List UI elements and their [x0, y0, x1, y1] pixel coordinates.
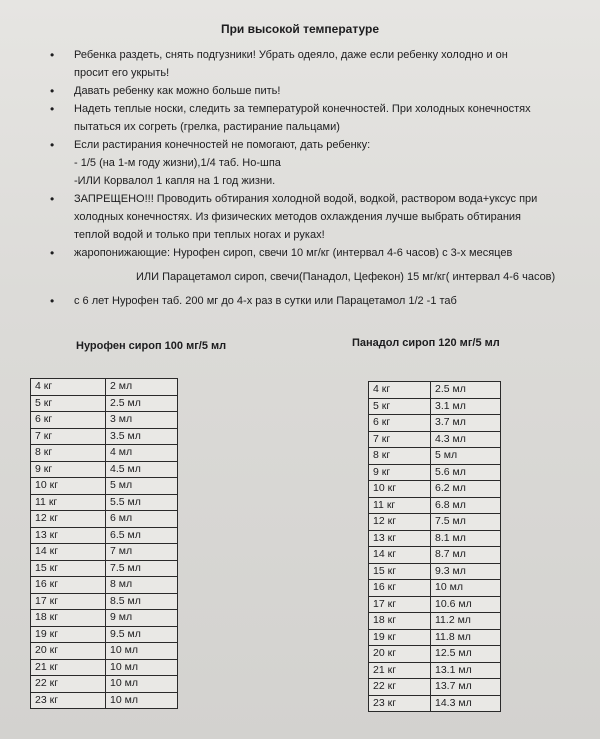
weight-cell: 18 кг [369, 613, 431, 630]
table-row [31, 379, 178, 396]
dose-cell: 3.7 мл [431, 415, 501, 432]
list-item: • Если растирания конечностей не помогают, дать ребенку: [50, 138, 371, 152]
bullet-icon: • [50, 138, 55, 152]
table-row [31, 676, 178, 693]
table-row [369, 464, 501, 481]
weight-cell: 15 кг [369, 563, 431, 580]
table-row [31, 527, 178, 544]
weight-cell: 8 кг [31, 445, 106, 462]
weight-cell: 21 кг [369, 662, 431, 679]
table-row [369, 497, 501, 514]
weight-cell: 8 кг [369, 448, 431, 465]
dose-cell: 5.6 мл [431, 464, 501, 481]
table-row [369, 596, 501, 613]
panadol-dosage-table [368, 381, 501, 712]
table-row [369, 415, 501, 432]
bullet-icon: • [50, 246, 55, 260]
bullet-icon: • [50, 48, 55, 62]
table-row [369, 646, 501, 663]
table-row [31, 494, 178, 511]
table-row [369, 580, 501, 597]
table-row [369, 695, 501, 712]
weight-cell: 23 кг [31, 692, 106, 709]
weight-cell: 12 кг [31, 511, 106, 528]
weight-cell: 6 кг [369, 415, 431, 432]
bullet-icon: • [50, 192, 55, 206]
dose-cell: 8.1 мл [431, 530, 501, 547]
list-item-continuation: пытаться их согреть (грелка, растирание пальцами) [74, 121, 340, 133]
table-row [31, 560, 178, 577]
weight-cell: 22 кг [369, 679, 431, 696]
table-row [369, 613, 501, 630]
dose-cell: 5 мл [106, 478, 178, 495]
weight-cell: 16 кг [369, 580, 431, 597]
table-row [31, 659, 178, 676]
dose-cell: 11.2 мл [431, 613, 501, 630]
weight-cell: 14 кг [31, 544, 106, 561]
weight-cell: 14 кг [369, 547, 431, 564]
table-row [369, 629, 501, 646]
table-row [31, 461, 178, 478]
dose-cell: 9.5 мл [106, 626, 178, 643]
weight-cell: 4 кг [31, 379, 106, 396]
weight-cell: 9 кг [31, 461, 106, 478]
weight-cell: 11 кг [31, 494, 106, 511]
list-item-continuation: просит его укрыть! [74, 67, 170, 79]
list-item-continuation: холодных конечностях. Из физических методов охлаждения лучше выбрать обтирания [74, 211, 522, 223]
dose-cell: 3 мл [106, 412, 178, 429]
dose-cell: 4.3 мл [431, 431, 501, 448]
weight-cell: 4 кг [369, 382, 431, 399]
nurofen-heading: Нурофен сироп 100 мг/5 мл [76, 340, 227, 352]
list-item: • ЗАПРЕЩЕНО!!! Проводить обтирания холодной водой, водкой, раствором вода+уксус при [50, 192, 538, 206]
table-row [31, 395, 178, 412]
weight-cell: 12 кг [369, 514, 431, 531]
dose-cell: 11.8 мл [431, 629, 501, 646]
weight-cell: 7 кг [369, 431, 431, 448]
nurofen-dosage-table [30, 378, 178, 709]
dose-cell: 3.1 мл [431, 398, 501, 415]
bullet-list [50, 46, 600, 310]
weight-cell: 23 кг [369, 695, 431, 712]
weight-cell: 17 кг [31, 593, 106, 610]
table-row [369, 679, 501, 696]
dose-cell: 5.5 мл [106, 494, 178, 511]
weight-cell: 18 кг [31, 610, 106, 627]
table-row [369, 662, 501, 679]
weight-cell: 16 кг [31, 577, 106, 594]
dose-cell: 5 мл [431, 448, 501, 465]
list-item: • жаропонижающие: Нурофен сироп, свечи 10 мг/кг (интервал 4-6 часов) с 3-х месяцев [50, 246, 513, 260]
weight-cell: 10 кг [31, 478, 106, 495]
dose-cell: 10.6 мл [431, 596, 501, 613]
table-row [369, 514, 501, 531]
weight-cell: 5 кг [31, 395, 106, 412]
table-row [31, 593, 178, 610]
weight-cell: 20 кг [31, 643, 106, 660]
table-row [369, 530, 501, 547]
dose-cell: 3.5 мл [106, 428, 178, 445]
page-title: При высокой температуре [220, 22, 380, 36]
table-row [31, 428, 178, 445]
weight-cell: 13 кг [369, 530, 431, 547]
table-row [369, 448, 501, 465]
weight-cell: 7 кг [31, 428, 106, 445]
dose-cell: 8.5 мл [106, 593, 178, 610]
list-item: • с 6 лет Нурофен таб. 200 мг до 4-х раз в сутки или Парацетамол 1/2 -1 таб [50, 294, 457, 308]
table-row [31, 610, 178, 627]
dose-cell: 9 мл [106, 610, 178, 627]
dose-cell: 2.5 мл [106, 395, 178, 412]
weight-cell: 21 кг [31, 659, 106, 676]
weight-cell: 5 кг [369, 398, 431, 415]
dose-cell: 6.2 мл [431, 481, 501, 498]
dose-cell: 6.8 мл [431, 497, 501, 514]
table-row [369, 431, 501, 448]
weight-cell: 20 кг [369, 646, 431, 663]
table-row [31, 643, 178, 660]
dose-cell: 7.5 мл [106, 560, 178, 577]
panadol-heading: Панадол сироп 120 мг/5 мл [352, 337, 500, 349]
dose-cell: 2.5 мл [431, 382, 501, 399]
list-item-continuation: ИЛИ Парацетамол сироп, свечи(Панадол, Цефекон) 15 мг/кг( интервал 4-6 часов) [136, 271, 556, 283]
dose-cell: 6 мл [106, 511, 178, 528]
dose-cell: 13.1 мл [431, 662, 501, 679]
list-item-continuation: теплой водой и только при теплых ногах и руках! [74, 229, 325, 241]
dose-cell: 13.7 мл [431, 679, 501, 696]
dose-cell: 8.7 мл [431, 547, 501, 564]
dose-cell: 7.5 мл [431, 514, 501, 531]
table-row [369, 382, 501, 399]
table-row [31, 544, 178, 561]
bullet-icon: • [50, 102, 55, 116]
bullet-icon: • [50, 294, 55, 308]
table-row [31, 511, 178, 528]
table-row [31, 626, 178, 643]
list-item-continuation: - 1/5 (на 1-м году жизни),1/4 таб. Но-шпа [74, 157, 281, 169]
dose-cell: 9.3 мл [431, 563, 501, 580]
weight-cell: 9 кг [369, 464, 431, 481]
dose-cell: 6.5 мл [106, 527, 178, 544]
table-row [31, 692, 178, 709]
dose-cell: 14.3 мл [431, 695, 501, 712]
table-row [31, 412, 178, 429]
table-row [369, 481, 501, 498]
table-row [31, 577, 178, 594]
dose-cell: 4 мл [106, 445, 178, 462]
list-item: • Надеть теплые носки, следить за температурой конечностей. При холодных конечностях [50, 102, 531, 116]
weight-cell: 15 кг [31, 560, 106, 577]
weight-cell: 10 кг [369, 481, 431, 498]
dose-cell: 12.5 мл [431, 646, 501, 663]
dose-cell: 10 мл [106, 643, 178, 660]
weight-cell: 6 кг [31, 412, 106, 429]
dose-cell: 2 мл [106, 379, 178, 396]
weight-cell: 19 кг [31, 626, 106, 643]
table-row [31, 445, 178, 462]
dose-cell: 8 мл [106, 577, 178, 594]
weight-cell: 13 кг [31, 527, 106, 544]
table-row [31, 478, 178, 495]
table-row [369, 547, 501, 564]
dose-cell: 10 мл [431, 580, 501, 597]
list-item: • Ребенка раздеть, снять подгузники! Убрать одеяло, даже если ребенку холодно и он [50, 48, 508, 62]
dose-cell: 7 мл [106, 544, 178, 561]
weight-cell: 22 кг [31, 676, 106, 693]
weight-cell: 11 кг [369, 497, 431, 514]
weight-cell: 19 кг [369, 629, 431, 646]
table-row [369, 563, 501, 580]
list-item-continuation: -ИЛИ Корвалол 1 капля на 1 год жизни. [74, 175, 276, 187]
dose-cell: 10 мл [106, 676, 178, 693]
bullet-icon: • [50, 84, 55, 98]
weight-cell: 17 кг [369, 596, 431, 613]
dose-cell: 10 мл [106, 659, 178, 676]
list-item: • Давать ребенку как можно больше пить! [50, 84, 281, 98]
table-row [369, 398, 501, 415]
dose-cell: 4.5 мл [106, 461, 178, 478]
dose-cell: 10 мл [106, 692, 178, 709]
